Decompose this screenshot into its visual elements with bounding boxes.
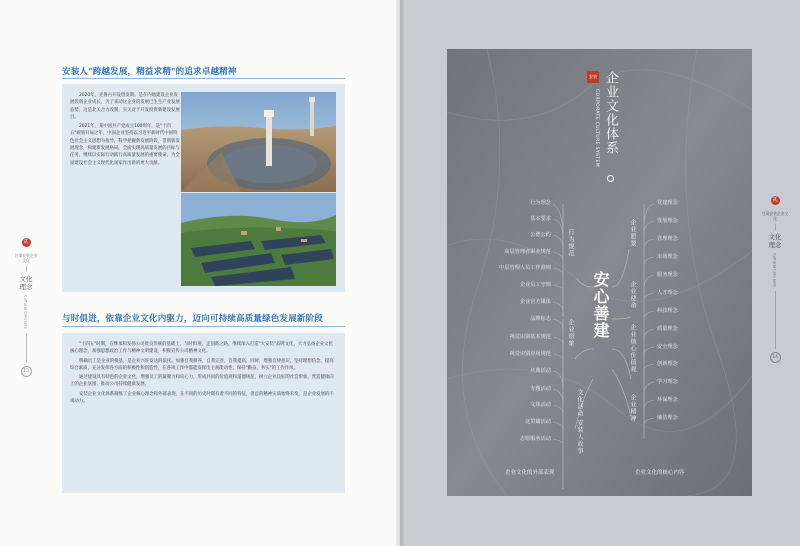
leaf-item: 科技理念 (657, 308, 678, 314)
leaf-item: 服务理念 (657, 272, 678, 278)
branch-label-mission: 企业使命 (629, 281, 636, 309)
leaf-item: 文体活动 (530, 402, 551, 408)
solar-farm-image (181, 193, 336, 286)
culture-system-panel (447, 49, 752, 496)
solar-tower-image (181, 92, 336, 192)
solar-tower-photo (181, 92, 336, 192)
section1-title: 安装人"跨越发展，精益求精"的追求卓越精神 (62, 67, 237, 77)
leaf-item: 视觉识别应用规范 (509, 351, 551, 357)
leaf-item: 品牌标志 (530, 316, 551, 322)
leaf-item: 基本要求 (530, 216, 551, 222)
center-calligraphy: 安心善建 (591, 271, 610, 339)
leaf-item: 企业官方媒体 (519, 299, 551, 305)
branch-label-activities: 文化活动 安装人故事 (576, 389, 583, 455)
sidebar-title: 文化理念 (768, 233, 782, 249)
branch-label-values: 企业核心价值观 (629, 324, 636, 373)
leaf-item: 高层管理者职业规范 (504, 249, 551, 255)
leaf-item: 管理理念 (657, 236, 678, 242)
sidebar-subtitle: Cultural Concepts (23, 295, 29, 329)
leaf-item: 专题活动 (530, 386, 551, 392)
right-sidebar (760, 196, 790, 363)
leaf-item: 企业员工守则 (519, 282, 551, 288)
branch-label-image: 企业形象 (567, 319, 574, 347)
heading-title: 企业文化体系 (603, 71, 618, 155)
branch-label-vision: 企业愿景 (629, 219, 636, 247)
leaf-item: 安全理念 (657, 344, 678, 350)
leaf-item: 视觉识别基本规范 (509, 334, 551, 340)
paragraph: 通过建设具有特色的企业文化，增强员工的凝聚力和向心力，形成共同的价值观和道德规范，树立企业良好的社会形象，营造健康向上的企业氛围，推动公司持续健康发展。 (70, 375, 334, 388)
leaf-item: 发展理念 (657, 218, 678, 224)
chapter-badge: 贰 (23, 239, 29, 245)
leaf-item: 人才理念 (657, 290, 678, 296)
leaf-item: 环保理念 (657, 397, 678, 403)
branch-label-behavior: 行为规范 (567, 229, 574, 257)
left-sidebar (13, 238, 39, 377)
sidebar-title: 文化理念 (19, 275, 33, 291)
page-number: 14 (770, 352, 781, 363)
leaf-item: 质量理念 (657, 326, 678, 332)
leaf-item: 行为理念 (530, 200, 551, 206)
branch-label-spirit: 企业精神 (629, 394, 636, 422)
book-gutter (396, 0, 404, 546)
leaf-item: 学习理念 (657, 379, 678, 385)
leaf-item: 庆典活动 (530, 368, 551, 374)
page-number: 13 (21, 366, 32, 377)
leaf-item: 市场理念 (657, 254, 678, 260)
heading-dot (607, 175, 614, 182)
leaf-item: 廉洁理念 (657, 415, 678, 421)
section2-title: 与时俱进，依靠企业文化内驱力，迈向可持续高质量绿色发展新阶段 (62, 314, 324, 324)
leaf-item: 创新理念 (657, 361, 678, 367)
section1-text (70, 92, 180, 167)
leaf-item: 党建理念 (657, 200, 678, 206)
sidebar-org-text: 甘肃安装企业文化 (14, 253, 38, 263)
leaf-item: 公德公约 (530, 232, 551, 238)
paragraph: 明确员工是企业的根基，是企业兴旺发达的依托。加强自我修养，自我完善，自我提高，同时，增强自律意识，坚持理想信念，提高综合素质，充分发挥各方面的积极性和创造性，在各项工作中都能发挥出主观能动性，保持"勤奋、务实"的工作作风。 (70, 358, 334, 371)
leaf-item: 志愿服务活动 (519, 436, 551, 442)
sidebar-org-text: 甘肃安装企业文化 (761, 211, 789, 221)
solar-farm-photo (181, 193, 336, 286)
seal-stamp: 安装 (587, 71, 599, 83)
heading-english: CORPORATE CULTURE SYSTEM (594, 89, 599, 168)
paragraph: 安装企业文化体系凝练了企业核心理念和外部表现，在不同的历史时期有着不同的特征，但总的精神实质始终未变，是企业发展的不竭动力。 (70, 391, 334, 405)
footer-caption-core: 企业文化的核心内容 (635, 470, 685, 476)
leaf-item: 这里耀活动 (525, 419, 551, 425)
section2-text (70, 341, 337, 405)
sidebar-subtitle: Cultural Concepts (772, 253, 778, 287)
paragraph: 2020年，克鲁古开设创发期。是在内地建设企业发展投资企业成长，为了来动这企业的发展已生生产业发展态势。这是北关合力改制，实关对于开发投资新建设发展目。 (70, 93, 180, 120)
leaf-item: 中层管理人员工作准则 (499, 265, 551, 271)
footer-caption-external: 企业文化的外部表现 (505, 470, 555, 476)
paragraph: "十四五"时期，在继承和发扬公司优良传统的基础上，与时俱进，走创新之路，继续深入打造"大安装"品牌文化，大力弘扬企业文化核心理念，加强思想政治工作与精神文明建设，积极宣传公司精神文化。 (70, 342, 333, 355)
section2-box (62, 333, 345, 493)
chapter-badge: 贰 (772, 197, 778, 203)
paragraph: 2021年，某中国共产党成立100周年，是"十四五"规划开局之年，中国企业坚持以习近平新时代中国特色社会主义思想为指导，科学把握新发展阶段，贯彻新发展理念，构建新发展格局，全面实现高质量发展的目标与任务，继续以实际行动践行高质量发展的重要使命，为全面建设社会主义现代化国家作出新的更大贡献。 (70, 124, 180, 166)
